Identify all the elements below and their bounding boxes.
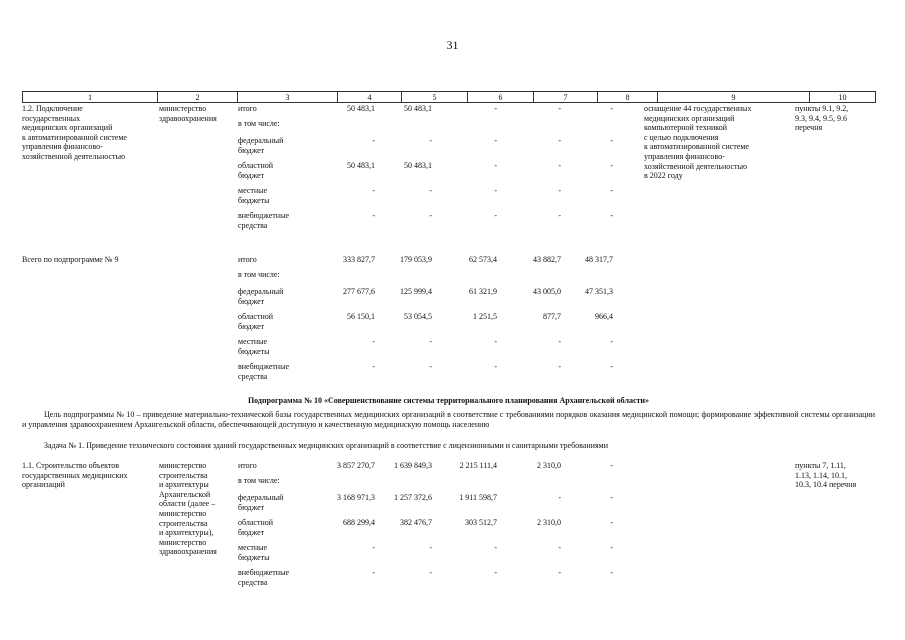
- measure-1-1-row-6-value-7: -: [558, 568, 561, 577]
- subprogram-9-total-row-label-1: итого: [238, 255, 257, 264]
- measure-1-1-row-3-value-4: 3 168 971,3: [337, 493, 375, 502]
- subprogram-9-total-row-3-value-8: 47 351,3: [585, 287, 613, 296]
- subprogram-9-total-row-3-value-7: 43 005,0: [533, 287, 561, 296]
- measure-1-2-row-3-value-4: -: [372, 136, 375, 145]
- measure-1-2-row-6-value-4: -: [372, 211, 375, 220]
- measure-1-1-row-1-value-5: 1 639 849,3: [394, 461, 432, 470]
- measure-1-2-title: 1.2. Подключение государственных медицинских организаций к автоматизированной системе управления финансово- хозяйственной деятельностью: [22, 104, 127, 161]
- measure-1-1-row-3-value-6: 1 911 598,7: [459, 493, 497, 502]
- measure-1-2-row-label-4: областной бюджет: [238, 161, 274, 180]
- measure-1-1-row-6-value-5: -: [429, 568, 432, 577]
- measure-1-1-row-label-1: итого: [238, 461, 257, 470]
- column-number-10: 10: [810, 92, 876, 103]
- measure-1-1-row-1-value-4: 3 857 270,7: [337, 461, 375, 470]
- measure-1-2-row-6-value-8: -: [610, 211, 613, 220]
- subprogram-9-total-row-1-value-8: 48 317,7: [585, 255, 613, 264]
- subprogram-title: Подпрограмма № 10 «Совершенствование системы территориального планирования Архангельской области»: [247, 396, 650, 405]
- measure-1-2-row-1-value-5: 50 483,1: [404, 104, 432, 113]
- measure-1-1-row-1-value-7: 2 310,0: [537, 461, 561, 470]
- measure-1-1-row-6-value-4: -: [372, 568, 375, 577]
- measure-1-2-row-6-value-5: -: [429, 211, 432, 220]
- subprogram-9-total-row-6-value-4: -: [372, 362, 375, 371]
- measure-1-2-row-5-value-8: -: [610, 186, 613, 195]
- subprogram-9-total-row-5-value-8: -: [610, 337, 613, 346]
- measure-1-2-row-1-value-6: -: [494, 104, 497, 113]
- subprogram-task: Задача № 1. Приведение технического состояния зданий государственных медицинских организаций в соответствие с лицензионными и санитарными требованиями: [44, 441, 608, 450]
- measure-1-2-row-4-value-4: 50 483,1: [347, 161, 375, 170]
- measure-1-1-executor: министерство строительства и архитектуры Архангельской области (далее – министерство строительства и архитектуры), министерство здравоохранения: [159, 461, 217, 557]
- column-number-1: 1: [23, 92, 158, 103]
- column-number-7: 7: [534, 92, 598, 103]
- subprogram-9-total-row-label-6: внебюджетные средства: [238, 362, 289, 381]
- measure-1-1-row-3-value-7: -: [558, 493, 561, 502]
- measure-1-1-row-label-5: местные бюджеты: [238, 543, 270, 562]
- measure-1-2-row-3-value-7: -: [558, 136, 561, 145]
- subprogram-9-total-row-label-4: областной бюджет: [238, 312, 274, 331]
- measure-1-1-row-5-value-7: -: [558, 543, 561, 552]
- measure-1-1-row-label-4: областной бюджет: [238, 518, 274, 537]
- measure-1-2-row-1-value-8: -: [610, 104, 613, 113]
- measure-1-1-row-6-value-6: -: [494, 568, 497, 577]
- measure-1-2-row-5-value-7: -: [558, 186, 561, 195]
- subprogram-9-total-row-6-value-5: -: [429, 362, 432, 371]
- subprogram-9-total-row-5-value-7: -: [558, 337, 561, 346]
- column-number-8: 8: [598, 92, 658, 103]
- measure-1-2-row-1-value-7: -: [558, 104, 561, 113]
- subprogram-9-total-row-label-3: федеральный бюджет: [238, 287, 284, 306]
- measure-1-2-row-4-value-6: -: [494, 161, 497, 170]
- measure-1-1-row-4-value-6: 303 512,7: [465, 518, 497, 527]
- measure-1-2-reference: пункты 9.1, 9.2, 9.3, 9.4, 9.5, 9.6 перечня: [795, 104, 849, 133]
- page-number: 31: [446, 38, 459, 52]
- measure-1-2-row-5-value-5: -: [429, 186, 432, 195]
- subprogram-9-total-row-6-value-6: -: [494, 362, 497, 371]
- subprogram-9-total-row-5-value-5: -: [429, 337, 432, 346]
- measure-1-1-reference: пункты 7, 1.11, 1.13, 1.14, 10.1, 10.3, 10.4 перечня: [795, 461, 857, 490]
- subprogram-9-total-title: Всего по подпрограмме № 9: [22, 255, 119, 264]
- measure-1-1-row-4-value-5: 382 476,7: [400, 518, 432, 527]
- subprogram-goal: Цель подпрограммы № 10 – приведение материально-технической базы государственных медицинских организаций в соответствие с требованиями порядков оказания медицинской помощи; формирование эффективной системы организации и управления здравоохранением Архангельской области, обеспечивающей доступную и качественную медицинскую помощь населению: [22, 410, 875, 429]
- measure-1-2-row-3-value-6: -: [494, 136, 497, 145]
- subprogram-9-total-row-4-value-5: 53 054,5: [404, 312, 432, 321]
- subprogram-9-total-row-4-value-6: 1 251,5: [473, 312, 497, 321]
- measure-1-1-row-1-value-8: -: [610, 461, 613, 470]
- subprogram-9-total-row-1-value-4: 333 827,7: [343, 255, 375, 264]
- measure-1-2-row-label-6: внебюджетные средства: [238, 211, 289, 230]
- column-number-5: 5: [402, 92, 468, 103]
- subprogram-9-total-row-3-value-5: 125 999,4: [400, 287, 432, 296]
- subprogram-9-total-row-5-value-6: -: [494, 337, 497, 346]
- column-number-2: 2: [158, 92, 238, 103]
- measure-1-2-row-label-5: местные бюджеты: [238, 186, 270, 205]
- measure-1-1-row-5-value-5: -: [429, 543, 432, 552]
- measure-1-2-row-3-value-8: -: [610, 136, 613, 145]
- measure-1-1-row-3-value-5: 1 257 372,6: [394, 493, 432, 502]
- measure-1-2-row-5-value-6: -: [494, 186, 497, 195]
- column-number-4: 4: [338, 92, 402, 103]
- subprogram-9-total-row-4-value-8: 966,4: [595, 312, 613, 321]
- measure-1-2-row-4-value-5: 50 483,1: [404, 161, 432, 170]
- measure-1-2-executor: министерство здравоохранения: [159, 104, 217, 123]
- column-number-3: 3: [238, 92, 338, 103]
- column-number-9: 9: [658, 92, 810, 103]
- measure-1-2-row-label-2: в том числе:: [238, 119, 280, 128]
- subprogram-9-total-row-3-value-6: 61 321,9: [469, 287, 497, 296]
- measure-1-2-row-3-value-5: -: [429, 136, 432, 145]
- subprogram-9-total-row-3-value-4: 277 677,6: [343, 287, 375, 296]
- measure-1-1-row-3-value-8: -: [610, 493, 613, 502]
- subprogram-9-total-row-5-value-4: -: [372, 337, 375, 346]
- measure-1-1-row-4-value-4: 688 299,4: [343, 518, 375, 527]
- measure-1-2-row-6-value-7: -: [558, 211, 561, 220]
- column-number-6: 6: [468, 92, 534, 103]
- measure-1-1-row-6-value-8: -: [610, 568, 613, 577]
- measure-1-1-title: 1.1. Строительство объектов государственных медицинских организаций: [22, 461, 128, 490]
- measure-1-2-row-5-value-4: -: [372, 186, 375, 195]
- subprogram-9-total-row-1-value-6: 62 573,4: [469, 255, 497, 264]
- measure-1-1-row-label-3: федеральный бюджет: [238, 493, 284, 512]
- subprogram-9-total-row-label-5: местные бюджеты: [238, 337, 270, 356]
- measure-1-2-result: оснащение 44 государственных медицинских организаций компьютерной техникой с целью подключения к автоматизированной системе управления финансово- хозяйственной деятельностью в 2022 году: [644, 104, 752, 181]
- measure-1-2-row-label-1: итого: [238, 104, 257, 113]
- measure-1-1-row-1-value-6: 2 215 111,4: [459, 461, 497, 470]
- measure-1-2-row-1-value-4: 50 483,1: [347, 104, 375, 113]
- subprogram-9-total-row-1-value-5: 179 053,9: [400, 255, 432, 264]
- subprogram-9-total-row-6-value-7: -: [558, 362, 561, 371]
- measure-1-1-row-4-value-7: 2 310,0: [537, 518, 561, 527]
- column-header-row: [22, 91, 876, 103]
- measure-1-1-row-label-6: внебюджетные средства: [238, 568, 289, 587]
- subprogram-9-total-row-4-value-4: 56 150,1: [347, 312, 375, 321]
- subprogram-9-total-row-4-value-7: 877,7: [543, 312, 561, 321]
- measure-1-1-row-4-value-8: -: [610, 518, 613, 527]
- measure-1-2-row-label-3: федеральный бюджет: [238, 136, 284, 155]
- subprogram-9-total-row-6-value-8: -: [610, 362, 613, 371]
- measure-1-1-row-label-2: в том числе:: [238, 476, 280, 485]
- subprogram-9-total-row-label-2: в том числе:: [238, 270, 280, 279]
- subprogram-9-total-row-1-value-7: 43 882,7: [533, 255, 561, 264]
- measure-1-2-row-4-value-8: -: [610, 161, 613, 170]
- measure-1-2-row-6-value-6: -: [494, 211, 497, 220]
- measure-1-2-row-4-value-7: -: [558, 161, 561, 170]
- measure-1-1-row-5-value-4: -: [372, 543, 375, 552]
- measure-1-1-row-5-value-6: -: [494, 543, 497, 552]
- measure-1-1-row-5-value-8: -: [610, 543, 613, 552]
